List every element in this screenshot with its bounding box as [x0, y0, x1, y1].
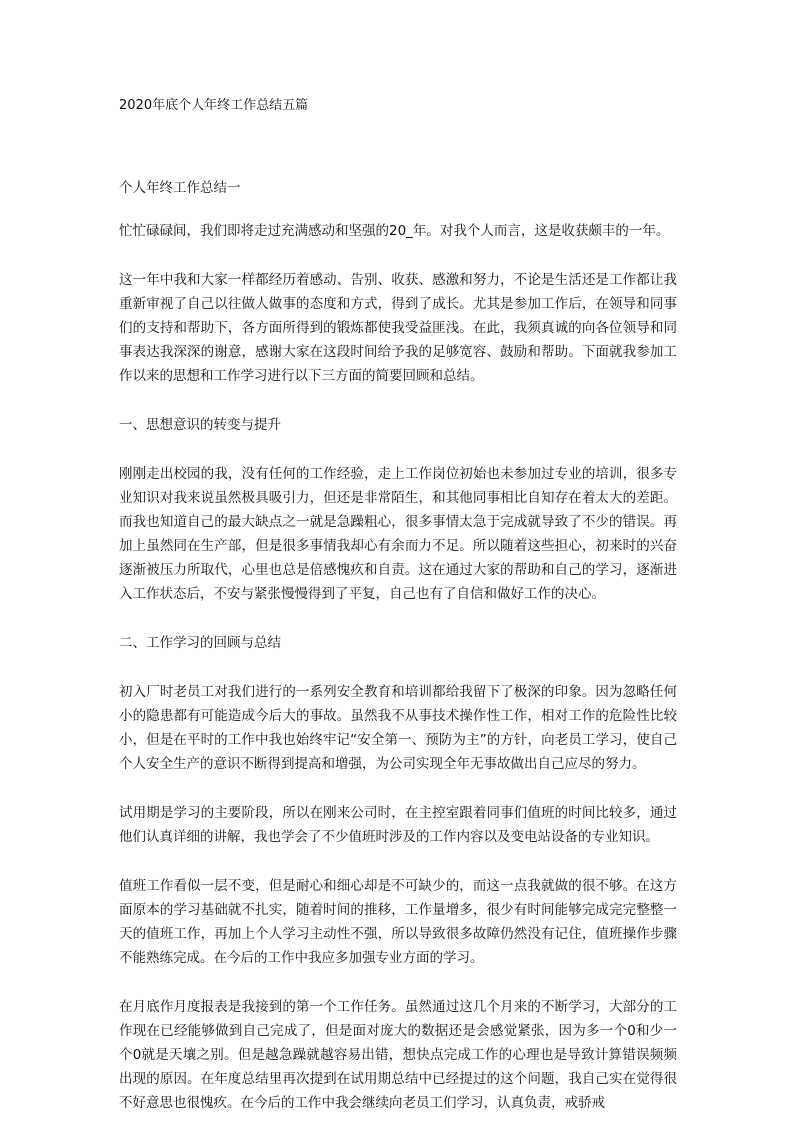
subsection-heading: 一、思想意识的转变与提升 — [119, 417, 281, 433]
body-paragraph: 在月底作月度报表是我接到的第一个工作任务。虽然通过这几个月来的不断学习，大部分的工作现在已经能够做到自己完成了，但是面对庞大的数据还是会感觉紧张，因为多一个0和少一个0就是天壤之别。但是越急躁就越容易出错，想快点完成工作的心理也是导致计算错误频频出现的原因。在年度总结里再次提到在试用期总结中已经提过的这个问题，我自己实在觉得很不好意思也很愧疚。在今后的工作中我会继续向老员工们学习，认真负责，戒骄戒 — [119, 999, 677, 1111]
body-paragraph: 忙忙碌碌间，我们即将走过充满感动和坚强的20_年。对我个人而言，这是收获颇丰的一年。 — [119, 223, 670, 239]
document-body — [119, 219, 677, 1115]
body-paragraph: 值班工作看似一层不变，但是耐心和细心却是不可缺少的，而这一点我就做的很不够。在这方面原本的学习基础就不扎实，随着时间的推移，工作量增多，很少有时间能够完成完完整整一天的值班工作，再加上个人学习主动性不强，所以导致很多故障仍然没有记住，值班操作步骤不能熟练完成。在今后的工作中我应多加强专业方面的学习。 — [119, 878, 677, 966]
body-paragraph: 试用期是学习的主要阶段，所以在刚来公司时，在主控室跟着同事们值班的时间比较多，通过他们认真详细的讲解，我也学会了不少值班时涉及的工作内容以及变电站设备的专业知识。 — [119, 805, 677, 845]
subsection-heading: 二、工作学习的回顾与总结 — [119, 635, 281, 651]
body-paragraph: 这一年中我和大家一样都经历着感动、告别、收获、感激和努力，不论是生活还是工作都让我重新审视了自己以往做人做事的态度和方式，得到了成长。尤其是参加工作后，在领导和同事们的支持和帮助下，各方面所得到的锻炼都使我受益匪浅。在此，我须真诚的向各位领导和同事表达我深深的谢意，感谢大家在这段时间给予我的足够宽容、鼓励和帮助。下面就我参加工作以来的思想和工作学习进行以下三方面的简要回顾和总结。 — [119, 272, 677, 384]
body-paragraph: 初入厂时老员工对我们进行的一系列安全教育和培训都给我留下了极深的印象。因为忽略任何小的隐患都有可能造成今后大的事故。虽然我不从事技术操作性工作，相对工作的危险性比较小，但是在平时的工作中我也始终牢记“安全第一、预防为主”的方针，向老员工学习，使自己个人安全生产的意识不断得到提高和增强，为公司实现全年无事故做出自己应尽的努力。 — [119, 684, 677, 772]
document-title: 2020年底个人年终工作总结五篇 — [119, 98, 309, 113]
section-title: 个人年终工作总结一 — [119, 180, 241, 196]
body-paragraph: 刚刚走出校园的我，没有任何的工作经验，走上工作岗位初始也未参加过专业的培训，很多专业知识对我来说虽然极具吸引力，但还是非常陌生，和其他同事相比自知存在着太大的差距。而我也知道自己的最大缺点之一就是急躁粗心，很多事情太急于完成就导致了不少的错误。再加上虽然同在生产部，但是很多事情我却心有余而力不足。所以随着这些担心，初来时的兴奋逐渐被压力所取代，心里也总是倍感愧疚和自责。这在通过大家的帮助和自己的学习，逐渐进入工作状态后，不安与紧张慢慢得到了平复，自己也有了自信和做好工作的决心。 — [119, 466, 677, 602]
